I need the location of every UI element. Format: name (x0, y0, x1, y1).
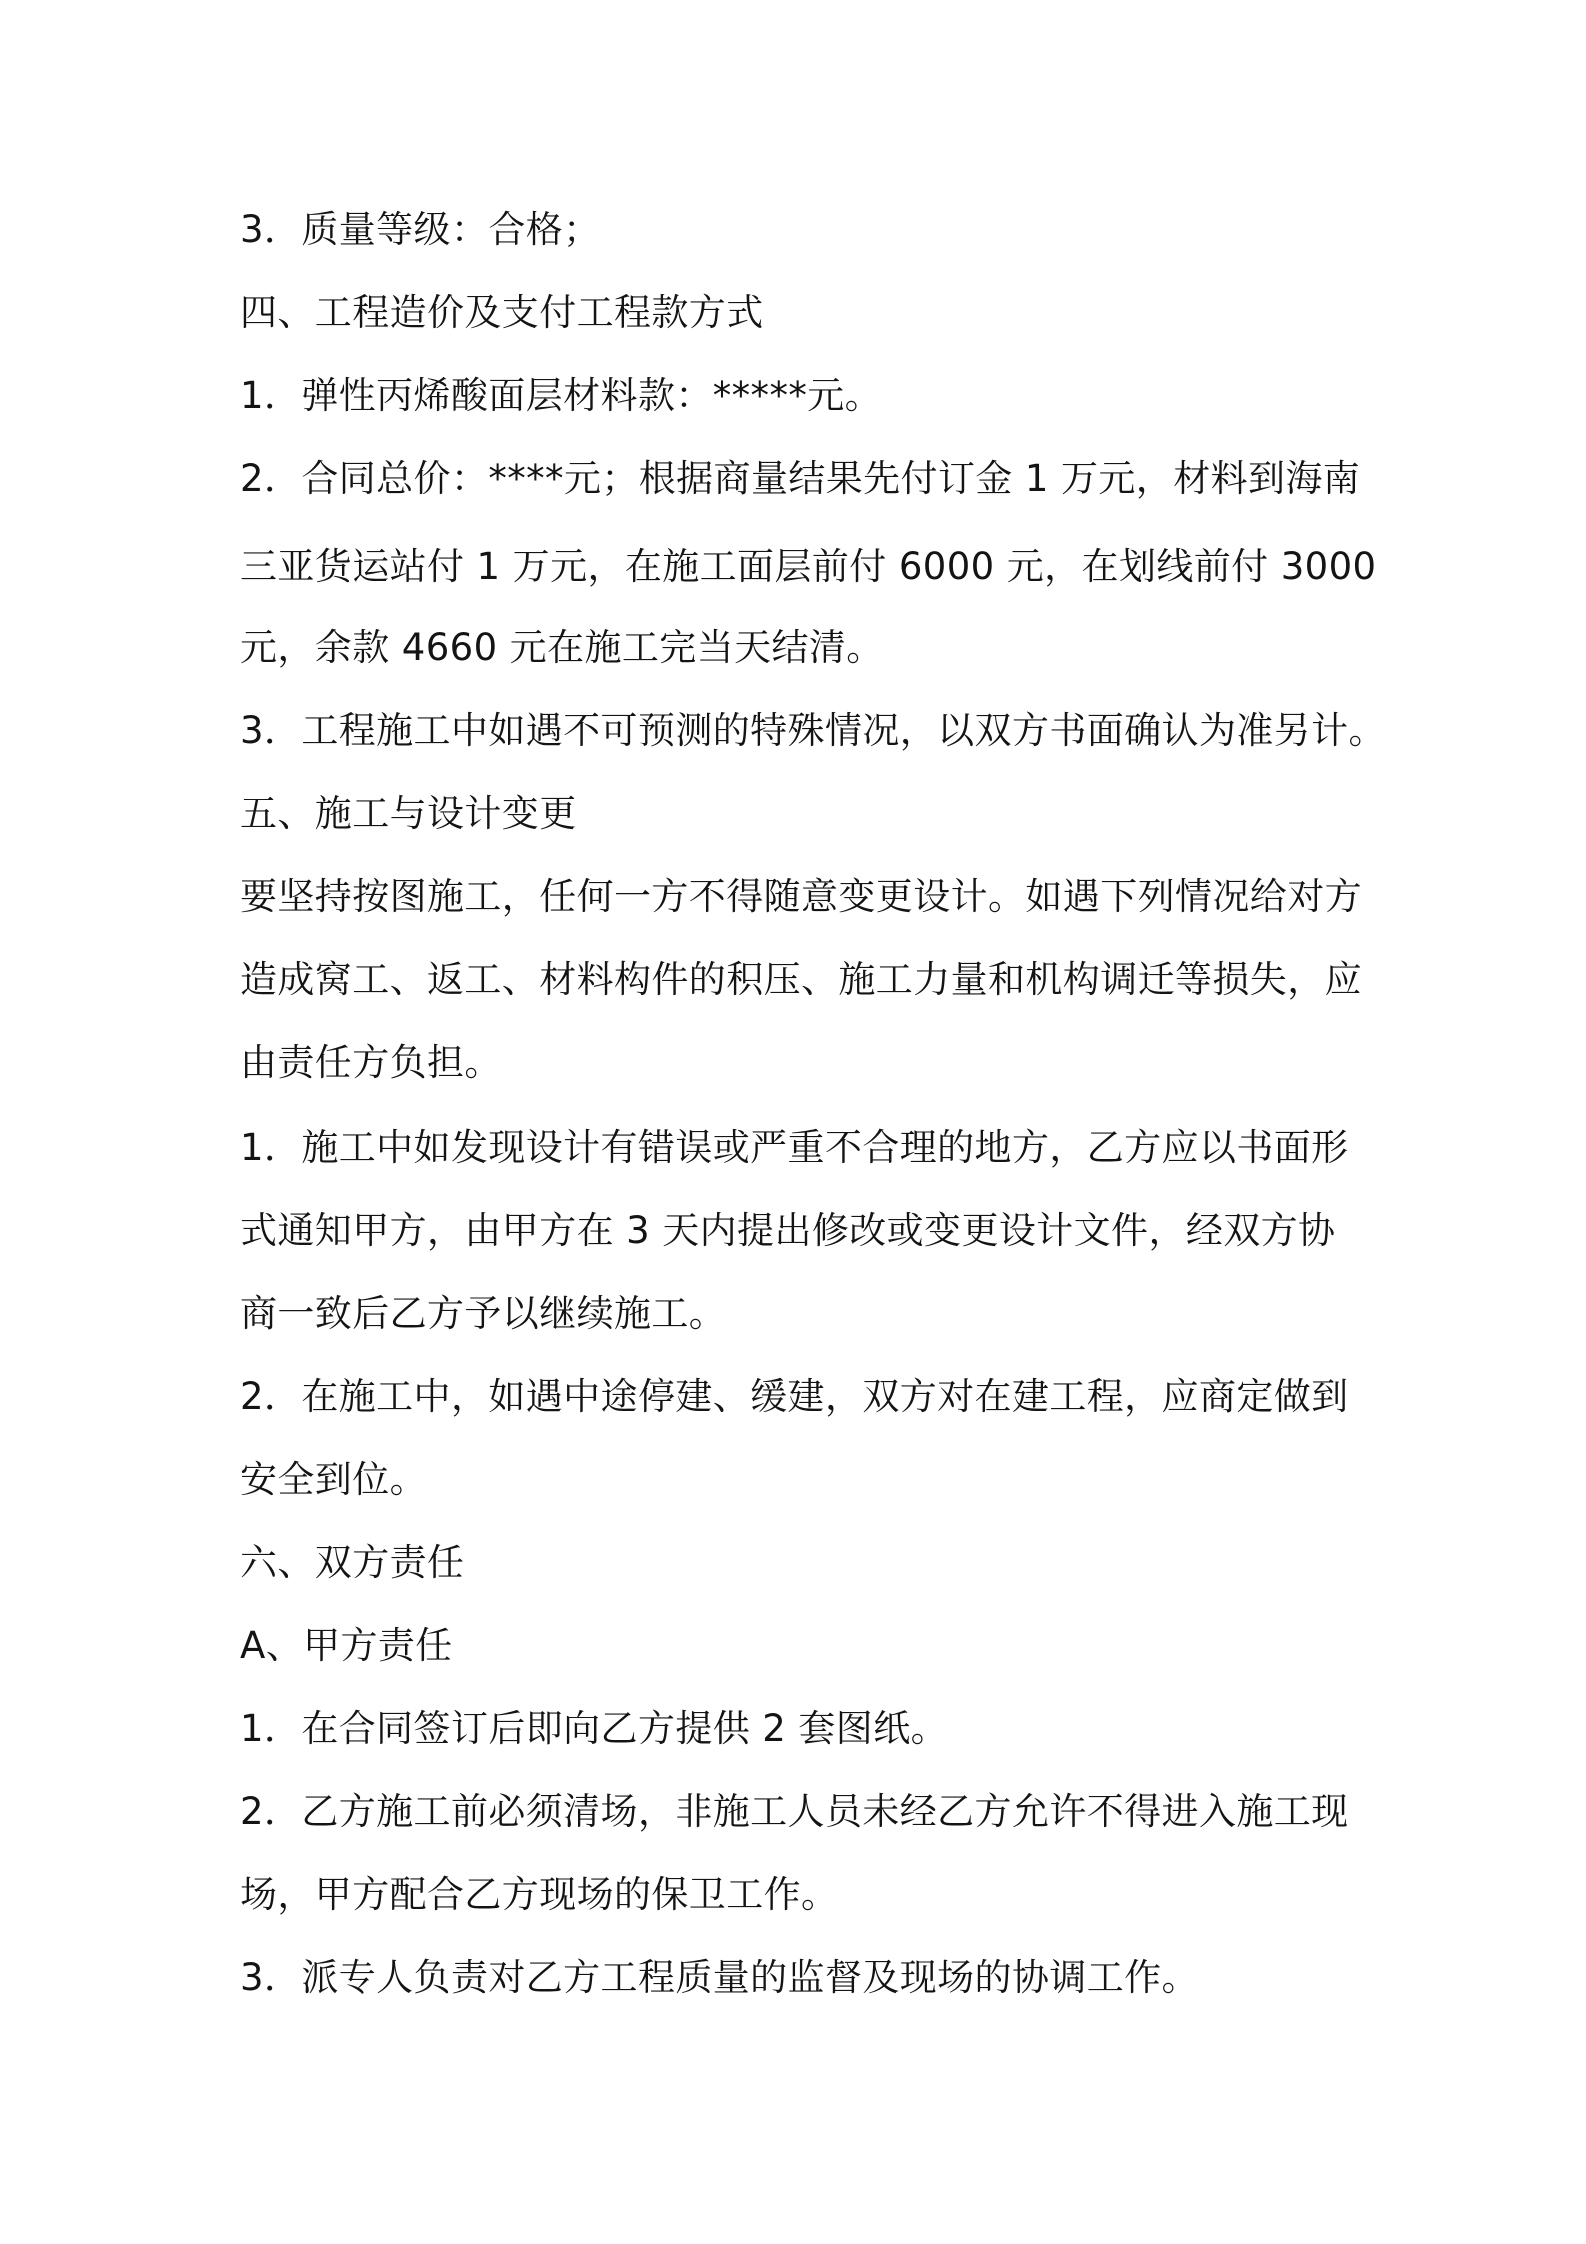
total-price-line-1: 2．合同总价：****元；根据商量结果先付订金 1 万元，材料到海南 (240, 457, 1361, 500)
party-a-item-2-line-1: 2．乙方施工前必须清场，非施工人员未经乙方允许不得进入施工现 (240, 1790, 1349, 1833)
party-a-heading: A、甲方责任 (240, 1624, 453, 1667)
quality-grade-line: 3．质量等级：合格； (240, 208, 601, 251)
party-a-item-3: 3．派专人负责对乙方工程质量的监督及现场的协调工作。 (240, 1956, 1199, 1999)
design-error-item-line-3: 商一致后乙方予以继续施工。 (240, 1292, 727, 1335)
design-error-item-line-1: 1．施工中如发现设计有错误或严重不合理的地方，乙方应以书面形 (240, 1126, 1349, 1169)
section-6-heading: 六、双方责任 (240, 1541, 465, 1584)
section-4-heading: 四、工程造价及支付工程款方式 (240, 291, 764, 334)
material-cost-line: 1．弹性丙烯酸面层材料款：*****元。 (240, 374, 883, 417)
design-change-paragraph-line-3: 由责任方负担。 (240, 1041, 502, 1084)
party-a-item-2-line-2: 场，甲方配合乙方现场的保卫工作。 (240, 1873, 839, 1916)
design-change-paragraph-line-1: 要坚持按图施工，任何一方不得随意变更设计。如遇下列情况给对方 (240, 875, 1362, 918)
total-price-line-3: 元，余款 4660 元在施工完当天结清。 (240, 626, 884, 669)
design-error-item-line-2: 式通知甲方，由甲方在 3 天内提出修改或变更设计文件，经双方协 (240, 1209, 1336, 1252)
total-price-line-2: 三亚货运站付 1 万元，在施工面层前付 6000 元，在划线前付 3000 (240, 545, 1377, 588)
special-case-line: 3．工程施工中如遇不可预测的特殊情况，以双方书面确认为准另计。 (240, 709, 1386, 752)
party-a-item-1: 1．在合同签订后即向乙方提供 2 套图纸。 (240, 1707, 949, 1750)
suspension-item-line-1: 2．在施工中，如遇中途停建、缓建，双方对在建工程，应商定做到 (240, 1375, 1349, 1418)
section-5-heading: 五、施工与设计变更 (240, 792, 577, 835)
suspension-item-line-2: 安全到位。 (240, 1458, 427, 1501)
design-change-paragraph-line-2: 造成窝工、返工、材料构件的积压、施工力量和机构调迁等损失，应 (240, 958, 1362, 1001)
